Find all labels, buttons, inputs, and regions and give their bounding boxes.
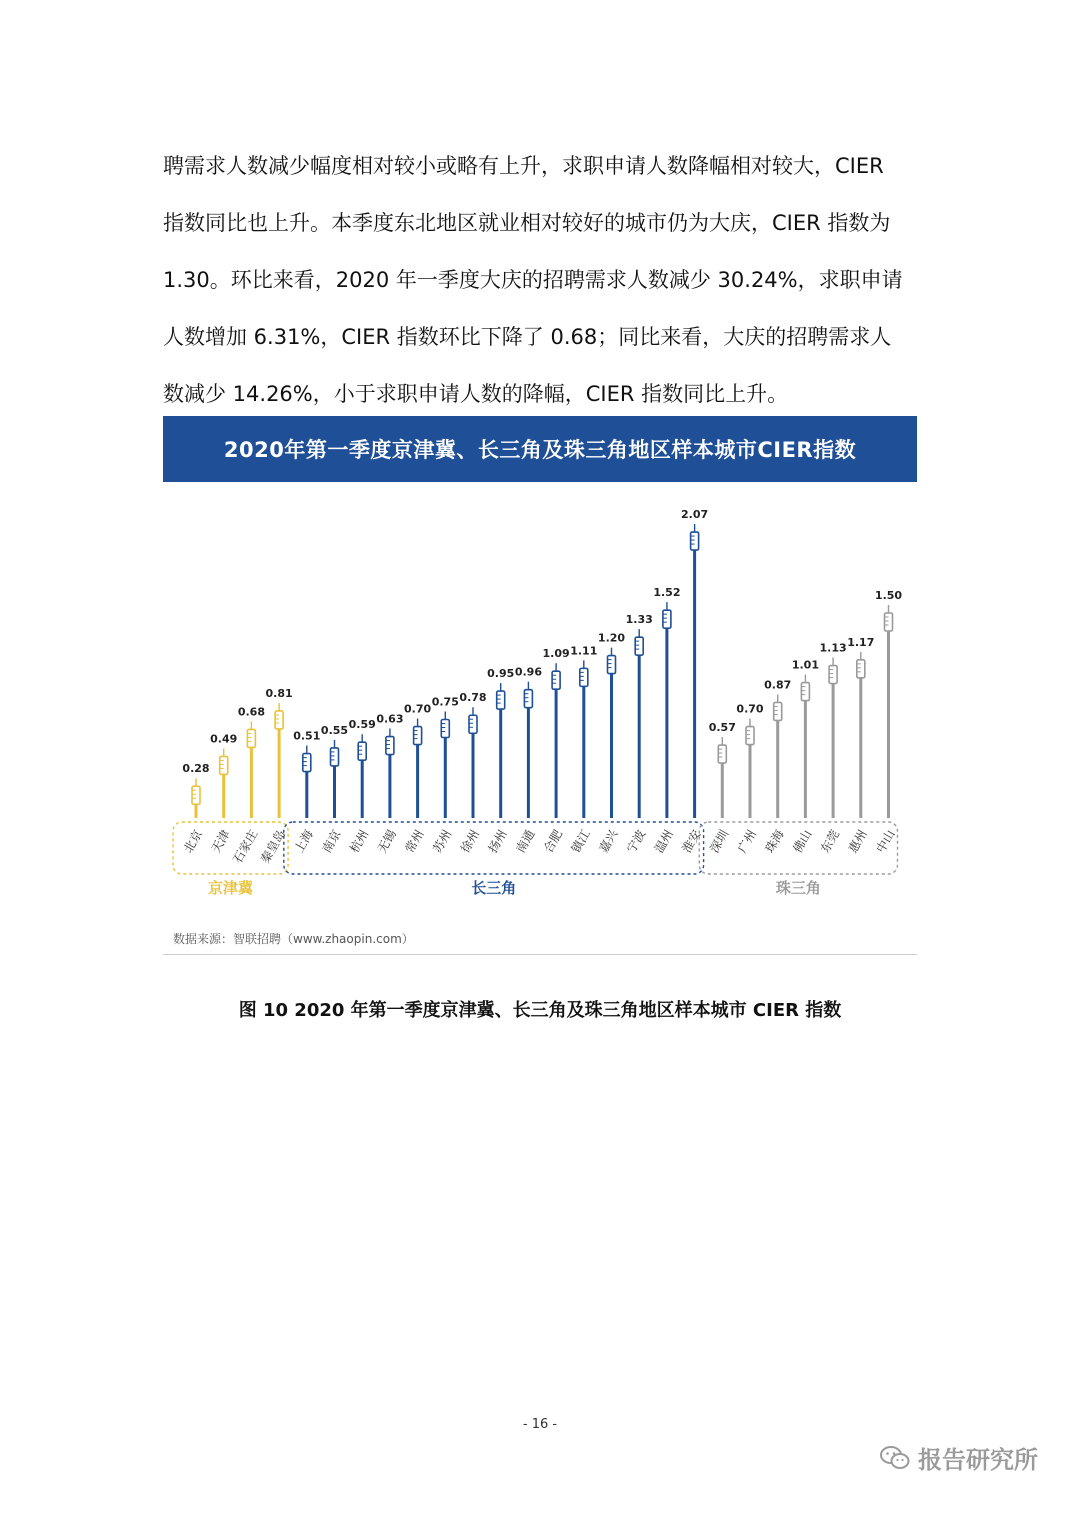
tick-label: 镇江 (568, 827, 593, 856)
bar-syringe-body (801, 683, 809, 701)
tick-label: 秦皇岛 (258, 827, 289, 866)
data-label: 1.01 (791, 658, 819, 672)
data-label: 1.17 (847, 635, 875, 649)
tick-label: 北京 (180, 827, 206, 856)
tick-label: 扬州 (485, 827, 510, 856)
data-label: 1.13 (819, 641, 847, 655)
group-label: 长三角 (471, 879, 517, 897)
wechat-icon (880, 1445, 910, 1471)
data-label: 0.87 (764, 678, 792, 692)
data-label: 1.50 (874, 589, 903, 602)
data-label: 0.63 (376, 712, 404, 726)
bar-syringe-body (552, 671, 560, 689)
tick-label: 苏州 (430, 827, 455, 856)
tick-label: 广州 (734, 827, 760, 856)
tick-label: 深圳 (707, 827, 732, 856)
data-label: 0.78 (459, 691, 487, 705)
bar-syringe-body (663, 610, 671, 628)
bar-syringe-body (469, 715, 477, 733)
data-label: 1.52 (653, 586, 681, 600)
chart-title: 2020年第一季度京津冀、长三角及珠三角地区样本城市CIER指数 (223, 438, 857, 462)
tick-label: 石家庄 (230, 827, 261, 866)
data-label: 1.09 (542, 647, 570, 661)
cier-bar-chart (163, 482, 917, 922)
tick-label: 南京 (319, 827, 344, 856)
chart-title-banner (163, 416, 917, 482)
data-label: 0.70 (404, 702, 432, 716)
bar-syringe-body (331, 748, 339, 766)
bar-syringe-body (386, 737, 394, 755)
tick-label: 淮安 (679, 827, 704, 856)
bar-syringe-body (524, 690, 532, 708)
data-label: 1.11 (570, 644, 598, 658)
bar-syringe-body (580, 668, 588, 686)
bar-syringe-body (497, 691, 505, 709)
bar-syringe-body (829, 666, 837, 684)
data-source: 数据来源：智联招聘（www.zhaopin.com） (173, 932, 414, 946)
tick-label: 中山 (873, 827, 898, 856)
paragraph-line: 人数增加 6.31%，CIER 指数环比下降了 0.68；同比来看，大庆的招聘需求人 (163, 325, 892, 349)
data-label: 0.57 (708, 721, 736, 735)
data-label: 1.33 (625, 613, 653, 627)
bar-syringe-body (358, 742, 366, 760)
bar-syringe-body (275, 711, 283, 729)
page-number: - 16 - (522, 1417, 558, 1432)
tick-label: 天津 (208, 827, 233, 856)
body-paragraph (163, 138, 908, 423)
data-label: 0.75 (431, 695, 459, 709)
bar-syringe-body (857, 660, 865, 678)
tick-label: 杭州 (347, 827, 372, 856)
bar-syringe-body (691, 532, 699, 550)
data-label: 0.59 (348, 718, 376, 732)
tick-label: 东莞 (818, 827, 843, 856)
data-label: 0.95 (487, 667, 515, 681)
group-label: 珠三角 (775, 879, 821, 897)
watermark (880, 1440, 1038, 1475)
tick-label: 合肥 (541, 827, 566, 856)
watermark-text: 报告研究所 (918, 1446, 1038, 1474)
data-label: 0.55 (320, 723, 349, 737)
data-label: 0.51 (293, 729, 321, 743)
bar-syringe-body (414, 727, 422, 745)
tick-label: 上海 (291, 827, 316, 856)
tick-label: 南通 (513, 827, 538, 856)
data-label: 0.96 (514, 665, 542, 679)
bar-syringe-body (635, 637, 643, 655)
tick-label: 徐州 (457, 827, 483, 856)
data-label: 1.20 (597, 631, 626, 645)
data-label: 0.28 (182, 762, 210, 776)
divider (163, 954, 917, 955)
bar-syringe-body (303, 754, 311, 772)
tick-label: 惠州 (845, 827, 870, 856)
data-label: 0.70 (736, 702, 764, 716)
bar-syringe-body (220, 756, 228, 774)
bar-syringe-body (247, 729, 255, 747)
figure-caption: 图 10 2020 年第一季度京津冀、长三角及珠三角地区样本城市 CIER 指数 (238, 1000, 842, 1021)
paragraph-line: 数减少 14.26%，小于求职申请人数的降幅，CIER 指数同比上升。 (163, 382, 789, 406)
tick-label: 常州 (402, 827, 427, 856)
paragraph-line: 聘需求人数减少幅度相对较小或略有上升，求职申请人数降幅相对较大，CIER (163, 154, 884, 178)
tick-label: 佛山 (790, 827, 815, 856)
data-label: 0.68 (237, 705, 265, 719)
tick-label: 嘉兴 (596, 827, 621, 856)
bar-syringe-body (192, 786, 200, 804)
data-label: 0.49 (210, 732, 238, 746)
bar-syringe-body (608, 656, 616, 674)
paragraph-line: 指数同比也上升。本季度东北地区就业相对较好的城市仍为大庆，CIER 指数为 (163, 211, 891, 235)
tick-label: 温州 (651, 827, 676, 856)
data-label: 0.81 (265, 686, 293, 700)
paragraph-line: 1.30。环比来看，2020 年一季度大庆的招聘需求人数减少 30.24%，求职申请 (163, 268, 903, 292)
tick-label: 宁波 (624, 827, 649, 856)
tick-label: 无锡 (374, 827, 399, 856)
data-label: 2.07 (681, 508, 709, 522)
bar-syringe-body (774, 702, 782, 720)
bar-syringe-body (718, 745, 726, 763)
tick-label: 珠海 (762, 827, 787, 856)
group-label: 京津冀 (208, 879, 254, 897)
bar-syringe-body (885, 613, 893, 631)
bar-syringe-body (441, 720, 449, 738)
bar-syringe-body (746, 727, 754, 745)
